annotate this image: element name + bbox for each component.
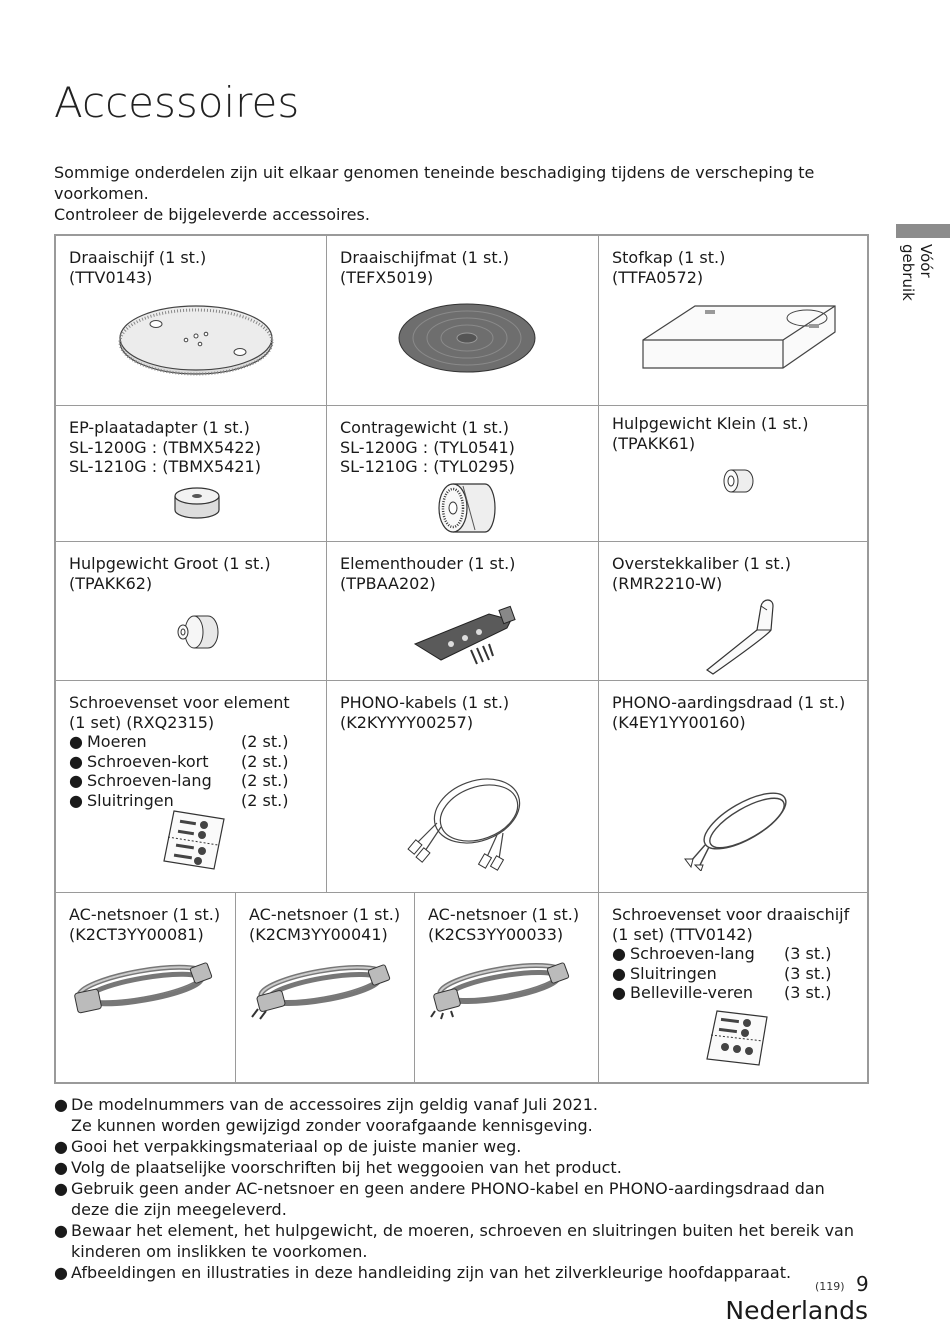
set-item: ● Belleville-veren (3 st.) bbox=[612, 983, 832, 1002]
set-item-name: Schroeven-lang bbox=[630, 944, 755, 963]
accessory-name: Schroevenset voor element bbox=[69, 693, 290, 712]
accessory-ac-cord-eu bbox=[236, 893, 415, 1084]
accessory-turntable-mat bbox=[327, 236, 599, 406]
language-label: Nederlands bbox=[725, 1296, 868, 1325]
set-item: ● Schroeven-kort (2 st.) bbox=[69, 751, 289, 771]
accessory-name: Hulpgewicht Klein (1 st.) bbox=[612, 414, 809, 433]
accessory-name: Schroevenset voor draaischijf bbox=[612, 905, 850, 924]
accessory-model-1200: SL-1200G : (TBMX5422) bbox=[69, 437, 261, 457]
set-item-name: Belleville-veren bbox=[630, 983, 754, 1002]
small-weight-illustration bbox=[721, 468, 755, 494]
set-item-name: Schroeven-kort bbox=[87, 751, 209, 771]
overhang-gauge-illustration bbox=[701, 596, 777, 676]
accessory-platter-screw-set bbox=[599, 893, 869, 1084]
page-reference: (119) bbox=[815, 1280, 845, 1293]
accessory-model-1210: SL-1210G : (TYL0295) bbox=[340, 457, 515, 476]
accessory-part-number: (TPBAA202) bbox=[340, 573, 436, 593]
set-item-qty: (2 st.) bbox=[241, 751, 289, 771]
accessory-ac-cord-uk bbox=[56, 893, 236, 1084]
note-line: Ze kunnen worden gewijzigd zonder voorafgaande kennisgeving. bbox=[71, 1116, 593, 1135]
accessory-overhang-gauge bbox=[599, 542, 869, 681]
accessory-name: Elementhouder (1 st.) bbox=[340, 554, 516, 573]
accessory-part-number: (K2CT3YY00081) bbox=[69, 924, 204, 944]
intro-text bbox=[54, 162, 854, 225]
accessory-part-number: (K2CM3YY00041) bbox=[249, 924, 388, 944]
accessory-name: PHONO-aardingsdraad (1 st.) bbox=[612, 693, 846, 712]
intro-line: Sommige onderdelen zijn uit elkaar genomen teneinde beschadiging tijdens de verscheping te bbox=[54, 163, 815, 182]
ac-cord-uk-illustration bbox=[70, 955, 220, 1019]
accessory-phono-cables bbox=[327, 681, 599, 893]
note-item: ● Gebruik geen ander AC-netsnoer en geen andere PHONO-kabel en PHONO-aardingsdraad dan deze die zijn meegeleverd. bbox=[54, 1179, 825, 1219]
ac-cord-eu-illustration bbox=[248, 957, 398, 1021]
accessory-model-1210: SL-1210G : (TBMX5421) bbox=[69, 457, 261, 476]
note-line: deze die zijn meegeleverd. bbox=[71, 1200, 287, 1219]
note-line: Volg de plaatselijke voorschriften bij het weggooien van het product. bbox=[71, 1158, 622, 1177]
note-line: Gooi het verpakkingsmateriaal op de juiste manier weg. bbox=[71, 1137, 522, 1156]
accessory-part-number: (RMR2210-W) bbox=[612, 573, 723, 593]
note-item: ● Bewaar het element, het hulpgewicht, de moeren, schroeven en sluitringen buiten het bereik van kinderen om inslikken te voorkomen. bbox=[54, 1221, 854, 1261]
accessory-name: Overstekkaliber (1 st.) bbox=[612, 554, 791, 573]
ac-cord-au-illustration bbox=[427, 955, 577, 1021]
accessory-name: EP-plaatadapter (1 st.) bbox=[69, 418, 250, 437]
accessory-ac-cord-au bbox=[415, 893, 599, 1084]
note-line: Afbeeldingen en illustraties in deze handleiding zijn van het zilverkleurige hoofdapparaat. bbox=[71, 1263, 792, 1282]
accessory-name: AC-netsnoer (1 st.) bbox=[249, 905, 401, 924]
set-item: ● Schroeven-lang (3 st.) bbox=[612, 944, 832, 963]
screw-bag-illustration bbox=[162, 807, 228, 871]
set-item: ● Schroeven-lang (2 st.) bbox=[69, 771, 289, 790]
phono-cables-illustration bbox=[407, 761, 527, 871]
ground-wire-illustration bbox=[679, 781, 799, 871]
page-title: Accessoires bbox=[54, 78, 300, 127]
accessories-table bbox=[54, 234, 869, 1084]
set-item-qty: (2 st.) bbox=[241, 790, 289, 810]
page-number: 9 bbox=[856, 1272, 869, 1296]
accessory-part-number: (TTV0143) bbox=[69, 267, 153, 287]
accessory-part-number: (TTFA0572) bbox=[612, 267, 704, 287]
set-item-name: Moeren bbox=[87, 732, 147, 751]
accessory-ep-adapter bbox=[56, 406, 327, 542]
set-item: ● Sluitringen (2 st.) bbox=[69, 790, 289, 810]
accessory-small-auxiliary-weight bbox=[599, 406, 869, 542]
accessory-part-number: (K2CS3YY00033) bbox=[428, 924, 564, 944]
accessory-name: AC-netsnoer (1 st.) bbox=[428, 905, 580, 924]
accessory-part-number: (K4EY1YY00160) bbox=[612, 712, 746, 732]
accessory-name: AC-netsnoer (1 st.) bbox=[69, 905, 221, 924]
headshell-illustration bbox=[411, 604, 521, 670]
accessory-counterweight bbox=[327, 406, 599, 542]
ep-adapter-illustration bbox=[172, 486, 222, 522]
set-item-qty: (2 st.) bbox=[241, 771, 289, 790]
accessory-cartridge-screw-set bbox=[56, 681, 327, 893]
platter-illustration bbox=[116, 298, 276, 378]
accessory-name: Hulpgewicht Groot (1 st.) bbox=[69, 554, 271, 573]
notes-list bbox=[54, 1094, 874, 1283]
note-item: ● Volg de plaatselijke voorschriften bij het weggooien van het product. bbox=[54, 1157, 874, 1178]
accessory-part-number: (TPAKK61) bbox=[612, 433, 696, 453]
large-weight-illustration bbox=[172, 612, 220, 652]
set-item-name: Sluitringen bbox=[630, 963, 717, 983]
mat-illustration bbox=[397, 302, 537, 374]
note-line: Gebruik geen ander AC-netsnoer en geen andere PHONO-kabel en PHONO-aardingsdraad dan bbox=[71, 1179, 825, 1198]
set-item-name: Schroeven-lang bbox=[87, 771, 212, 790]
accessory-name: Contragewicht (1 st.) bbox=[340, 418, 510, 437]
counterweight-illustration bbox=[435, 482, 497, 534]
accessory-large-auxiliary-weight bbox=[56, 542, 327, 681]
accessory-model-1200: SL-1200G : (TYL0541) bbox=[340, 437, 515, 457]
set-item-qty: (3 st.) bbox=[784, 963, 832, 983]
note-item: ● Gooi het verpakkingsmateriaal op de juiste manier weg. bbox=[54, 1136, 874, 1157]
accessory-name: Draaischijf (1 st.) bbox=[69, 248, 207, 267]
set-item: ● Sluitringen (3 st.) bbox=[612, 963, 832, 983]
accessory-part-number: (TEFX5019) bbox=[340, 267, 434, 287]
section-tab-marker bbox=[896, 224, 950, 238]
accessory-part-number: (K2KYYYY00257) bbox=[340, 712, 474, 732]
accessory-name: Stofkap (1 st.) bbox=[612, 248, 726, 267]
accessory-part-number: (1 set) (TTV0142) bbox=[612, 924, 753, 944]
accessory-name: PHONO-kabels (1 st.) bbox=[340, 693, 510, 712]
accessory-turntable-platter bbox=[56, 236, 327, 406]
accessory-name: Draaischijfmat (1 st.) bbox=[340, 248, 509, 267]
intro-line: voorkomen. bbox=[54, 184, 149, 203]
intro-line: Controleer de bijgeleverde accessoires. bbox=[54, 205, 370, 224]
set-item-name: Sluitringen bbox=[87, 790, 174, 810]
set-item-qty: (3 st.) bbox=[784, 983, 832, 1002]
accessory-headshell bbox=[327, 542, 599, 681]
note-line: kinderen om inslikken te voorkomen. bbox=[71, 1242, 368, 1261]
set-item-qty: (2 st.) bbox=[241, 732, 289, 751]
accessory-part-number: (TPAKK62) bbox=[69, 573, 153, 593]
section-tab-label-line: Vóór bbox=[917, 244, 935, 278]
section-tab-label-line: gebruik bbox=[899, 244, 917, 301]
dust-cover-illustration bbox=[639, 302, 839, 374]
note-item: ● Afbeeldingen en illustraties in deze handleiding zijn van het zilverkleurige hoofdapparaat. bbox=[54, 1262, 874, 1283]
set-item: ● Moeren (2 st.) bbox=[69, 732, 289, 751]
section-tab-label bbox=[895, 244, 935, 334]
accessory-dust-cover bbox=[599, 236, 869, 406]
screw-bag-illustration bbox=[705, 1007, 771, 1067]
accessory-part-number: (1 set) (RXQ2315) bbox=[69, 712, 215, 732]
set-item-qty: (3 st.) bbox=[784, 944, 832, 963]
note-item: ● De modelnummers van de accessoires zijn geldig vanaf Juli 2021. Ze kunnen worden gewijzigd zonder voorafgaande kennisgeving. bbox=[54, 1095, 598, 1135]
accessory-phono-ground-wire bbox=[599, 681, 869, 893]
note-line: De modelnummers van de accessoires zijn geldig vanaf Juli 2021. bbox=[71, 1095, 598, 1114]
note-line: Bewaar het element, het hulpgewicht, de moeren, schroeven en sluitringen buiten het bereik van bbox=[71, 1221, 854, 1240]
